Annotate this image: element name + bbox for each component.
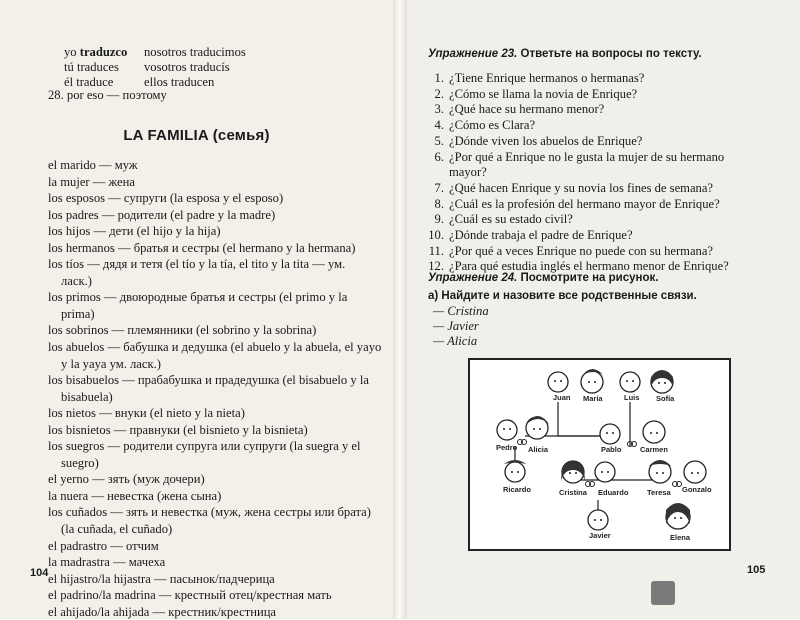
exercise-23-heading <box>428 48 702 60</box>
question-item <box>425 197 729 213</box>
vocab-entry: los abuelos — бабушка и дедушка (el abuelo y la abuela, el yayo <box>48 340 382 355</box>
svg-text:Teresa: Teresa <box>647 488 671 497</box>
vocab-entry: el yerno — зять (муж дочери) <box>48 472 205 487</box>
svg-text:Carmen: Carmen <box>640 445 668 454</box>
question-item <box>425 228 729 244</box>
question-number: 3. <box>434 102 444 117</box>
vocab-entry: los hermanos — братья и сестры (el hermano y la hermana) <box>48 240 356 255</box>
vocab-entry: la madrastra — мачеха <box>48 555 166 570</box>
exercise-24a-task: а) Найдите и назовите все родственные связи. <box>428 290 697 302</box>
svg-text:María: María <box>583 394 603 403</box>
conjugation-row <box>64 60 246 75</box>
svg-text:Luis: Luis <box>624 393 640 402</box>
conj-plural: vosotros traducís <box>144 60 230 74</box>
svg-text:Eduardo: Eduardo <box>598 488 629 497</box>
question-text: ¿Por qué a veces Enrique no puede con su hermana? <box>449 243 714 258</box>
svg-text:Alicia: Alicia <box>528 445 549 454</box>
conjugation-row <box>64 45 246 60</box>
book-gutter <box>393 0 407 619</box>
watermark-logo <box>651 581 675 605</box>
question-item <box>425 165 729 181</box>
question-text: ¿Para qué estudia inglés el hermano menor de Enrique? <box>449 259 729 274</box>
question-number: 6. <box>434 149 444 164</box>
question-item <box>425 244 729 260</box>
question-number: 7. <box>434 180 444 195</box>
question-number: 8. <box>434 196 444 211</box>
svg-text:Elena: Elena <box>670 533 691 542</box>
vocab-entry: el padrastro — отчим <box>48 538 159 553</box>
question-number: 1. <box>434 71 444 85</box>
vocab-entry-continuation: y la yaya ум. ласк.) <box>61 356 161 371</box>
vocab-entry: la nuera — невестка (жена сына) <box>48 488 222 503</box>
vocab-entry: los primos — двоюродные братья и сестры (el primo y la <box>48 290 348 305</box>
question-text: ¿Dónde trabaja el padre de Enrique? <box>449 228 633 243</box>
question-text: ¿Dónde viven los abuelos de Enrique? <box>449 133 643 148</box>
vocab-entry: los cuñados — зять и невестка (муж, жена сестры или брата) <box>48 505 371 520</box>
question-text: ¿Cómo se llama la novia de Enrique? <box>449 86 638 101</box>
exercise-24-heading <box>428 272 658 284</box>
question-number: 12. <box>428 259 444 274</box>
page-number-left: 104 <box>30 567 49 579</box>
question-number: 11. <box>428 243 444 258</box>
question-number: 4. <box>434 118 444 133</box>
vocab-entry: los nietos — внуки (el nieto y la nieta) <box>48 406 245 421</box>
conjugation-table <box>64 45 246 90</box>
vocab-entry: los bisabuelos — прабабушка и прадедушка (el bisabuelo y la <box>48 373 369 388</box>
question-item <box>425 212 729 228</box>
svg-text:Pablo: Pablo <box>601 445 622 454</box>
page-number-right: 105 <box>747 564 766 576</box>
vocab-entry-continuation: ласк.) <box>61 273 92 288</box>
vocab-entry: los bisnietos — правнуки (el bisnieto y la bisnieta) <box>48 422 308 437</box>
question-item <box>425 71 729 87</box>
vocab-entry: los sobrinos — племянники (el sobrino y la sobrina) <box>48 323 317 338</box>
vocab-entry: el marido — муж <box>48 158 138 172</box>
name-item: — Javier <box>433 319 479 333</box>
exercise-23-instruction: Ответьте на вопросы по тексту. <box>520 48 702 60</box>
vocab-entry: los esposos — супруги (la esposa y el esposo) <box>48 191 284 206</box>
name-item: — Cristina <box>433 304 489 318</box>
svg-text:Sofía: Sofía <box>656 394 675 403</box>
question-text: mayor? <box>449 165 487 180</box>
family-tree-illustration <box>468 358 731 551</box>
face-juan <box>548 372 568 392</box>
vocab-entry: el padrino/la madrina — крестный отец/крестная мать <box>48 588 332 603</box>
family-tree-drawing <box>470 360 729 549</box>
question-text: ¿Cuál es la profesión del hermano mayor de Enrique? <box>449 196 720 211</box>
vocab-entry-continuation: (la cuñada, el cuñado) <box>61 522 173 537</box>
svg-text:Javier: Javier <box>589 531 611 540</box>
conj-singular: él traduce <box>64 75 114 89</box>
vocab-entry: el ahijado/la ahijada — крестник/крестница <box>48 604 277 619</box>
svg-text:Juan: Juan <box>553 393 571 402</box>
svg-text:Cristina: Cristina <box>559 488 587 497</box>
question-text: ¿Tiene Enrique hermanos o hermanas? <box>449 71 645 85</box>
vocab-entry: los suegros — родители супруга или супруги (la suegra y el <box>48 439 361 454</box>
vocab-entry: los tíos — дядя и тетя (el tío y la tía, el tito y la tita — ум. <box>48 257 346 272</box>
question-number: 9. <box>434 212 444 227</box>
question-item <box>425 87 729 103</box>
svg-text:Ricardo: Ricardo <box>503 485 531 494</box>
name-item: — Alicia <box>433 334 478 348</box>
question-number: 5. <box>434 133 444 148</box>
question-item <box>425 118 729 134</box>
question-number: 2. <box>434 86 444 101</box>
question-item <box>425 134 729 150</box>
conj-plural: nosotros traducimos <box>144 45 246 59</box>
exercise-24-label: Упражнение 24. <box>428 272 518 284</box>
svg-text:Pedro: Pedro <box>496 443 518 452</box>
question-number <box>425 165 444 181</box>
question-item <box>425 102 729 118</box>
question-text: ¿Qué hacen Enrique y su novia los fines de semana? <box>449 180 714 195</box>
question-text: ¿Cómo es Clara? <box>449 118 536 133</box>
vocab-entry-continuation: prima) <box>61 306 95 321</box>
question-list <box>425 71 729 275</box>
vocab-item-28: 28. por eso — поэтому <box>48 88 167 102</box>
svg-text:Gonzalo: Gonzalo <box>682 485 712 494</box>
vocab-entry: los padres — родители (el padre y la madre) <box>48 207 276 222</box>
vocab-entry: el hijastro/la hijastra — пасынок/падчерица <box>48 571 275 586</box>
vocabulary-list <box>48 157 382 620</box>
names-list <box>433 304 489 349</box>
conj-plural: ellos traducen <box>144 75 215 89</box>
conj-singular-verb: traduzco <box>79 45 128 59</box>
question-number: 10. <box>428 228 444 243</box>
exercise-23-label: Упражнение 23. <box>428 48 518 60</box>
vocab-entry: los hijos — дети (el hijo y la hija) <box>48 224 221 239</box>
vocab-entry-continuation: suegro) <box>61 455 99 470</box>
vocab-entry: la mujer — жена <box>48 174 135 189</box>
question-item <box>425 181 729 197</box>
question-text: ¿Por qué a Enrique no le gusta la mujer de su hermano <box>449 149 725 164</box>
conj-singular: yo <box>64 45 77 59</box>
section-title: LA FAMILIA (семья) <box>123 127 270 144</box>
conj-singular: tú traduces <box>64 60 119 74</box>
exercise-24-instruction: Посмотрите на рисунок. <box>520 272 659 284</box>
question-text: ¿Qué hace su hermano menor? <box>449 102 605 117</box>
question-item <box>425 150 729 166</box>
question-text: ¿Cuál es su estado civil? <box>449 212 573 227</box>
vocab-entry-continuation: bisabuela) <box>61 389 113 404</box>
